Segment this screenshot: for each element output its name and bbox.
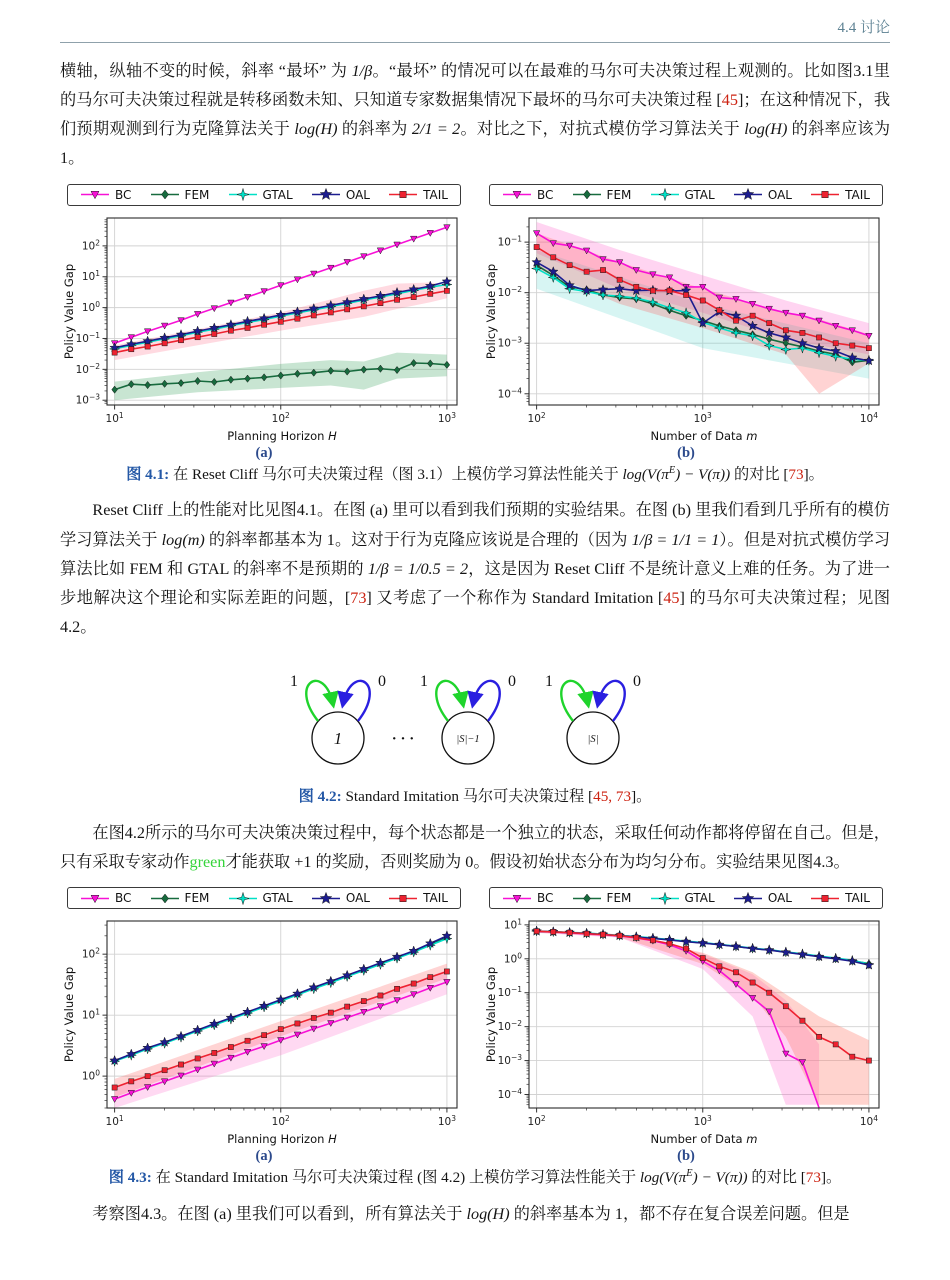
legend-sample-icon <box>502 892 532 905</box>
legend-item-fem <box>150 891 210 905</box>
marker-square <box>567 262 572 267</box>
legend-item-bc <box>80 188 131 202</box>
marker-square <box>129 1079 134 1084</box>
legend-label: TAIL <box>423 891 448 906</box>
legend-item-gtal <box>228 891 293 905</box>
segment-msup: E <box>668 464 676 476</box>
marker-square <box>667 941 672 946</box>
text-segment: 在 Standard Imitation 马尔可夫决策过程 (图 4.2) 上模仿学习算法性能关于 <box>151 1169 640 1187</box>
marker-square <box>767 320 772 325</box>
text-segment: 的对比 [ <box>730 465 789 483</box>
marker-square <box>295 1021 300 1026</box>
legend-label: BC <box>537 891 554 906</box>
segment-cap-label: 图 4.2: <box>298 788 342 806</box>
segment-cite: 73 <box>350 588 367 607</box>
legend-item-gtal <box>650 891 715 905</box>
y-tick-label: $10^1$ <box>81 1007 100 1022</box>
text-segment: 横轴，纵轴不变的时候，斜率 “最坏” 为 <box>60 62 352 80</box>
reward-label-green: 1 <box>545 673 553 691</box>
legend-label: FEM <box>606 187 632 202</box>
text-segment: 在图4.2所示的马尔可夫决策决策过程中，每个状态都是一个独立的状态，采取任何动作都将停留在自己。但是，只有采取专家动作 <box>60 824 890 872</box>
other-action-loop <box>598 681 625 721</box>
text-segment: 才能获取 +1 的奖励，否则奖励为 0。假设初始状态分布为均匀分布。实验结果见图4.3。 <box>225 853 850 872</box>
chart-4-3b <box>483 914 889 1146</box>
segment-m: ) − V(π)) <box>692 1169 748 1187</box>
y-tick-label: $10^0$ <box>81 1068 100 1083</box>
marker-square <box>600 932 605 937</box>
legend-label: OAL <box>767 187 792 202</box>
y-tick-label: $10^{-1}$ <box>75 330 100 345</box>
marker-square <box>129 346 134 351</box>
marker-square <box>178 337 183 342</box>
marker-square <box>178 1062 183 1067</box>
ellipsis: · · · <box>391 731 415 748</box>
marker-square <box>262 322 267 327</box>
marker-square <box>700 298 705 303</box>
legend-label: BC <box>115 187 132 202</box>
legend-sample-icon <box>733 892 763 905</box>
marker-star5 <box>320 189 332 200</box>
marker-square <box>700 956 705 961</box>
marker-square <box>378 300 383 305</box>
legend-label: GTAL <box>684 891 715 906</box>
marker-square <box>684 292 689 297</box>
marker-square <box>584 931 589 936</box>
marker-square <box>833 340 838 345</box>
legend-label: BC <box>115 891 132 906</box>
marker-square <box>816 1035 821 1040</box>
state-label: |S|−1 <box>456 734 480 746</box>
marker-square <box>245 325 250 330</box>
y-tick-label: $10^{-2}$ <box>497 1019 522 1034</box>
marker-square <box>278 319 283 324</box>
x-axis-label: Number of Data m <box>650 1132 758 1147</box>
x-tick-label: $10^2$ <box>271 1114 290 1129</box>
page-header <box>60 16 890 43</box>
segment-m: log(V(π <box>639 1169 687 1187</box>
legend-item-bc <box>502 891 553 905</box>
legend-item-tail <box>388 891 448 905</box>
text-segment: ]。 <box>820 1169 842 1187</box>
figure-4-3 <box>60 887 890 1190</box>
chart-legend <box>489 184 883 206</box>
marker-square <box>816 334 821 339</box>
marker-square <box>584 269 589 274</box>
marker-square <box>600 267 605 272</box>
marker-square <box>617 933 622 938</box>
y-tick-label: $10^1$ <box>503 917 522 932</box>
other-action-loop <box>343 681 370 721</box>
marker-square <box>400 895 406 901</box>
reward-label-blue: 0 <box>508 673 516 691</box>
text-segment: 的斜率为 <box>337 120 412 139</box>
mdp-diagram-wrap <box>60 652 890 784</box>
expert-action-loop <box>306 681 333 721</box>
paragraph-4 <box>60 1200 890 1229</box>
segment-msup: E <box>686 1168 693 1180</box>
legend-sample-icon <box>810 892 840 905</box>
marker-square <box>212 331 217 336</box>
legend-item-gtal <box>228 188 293 202</box>
section-header: 4.4 讨论 <box>837 20 890 36</box>
marker-square <box>717 964 722 969</box>
legend-item-tail <box>810 891 870 905</box>
marker-square <box>822 191 828 197</box>
text-segment: Reset Cliff 上的性能对比见图4.1。在图 (a) 里可以看到我们预期的实验结果。在图 (b) 里我们看到几乎所有的模仿学习算法关于 <box>60 501 890 549</box>
marker-star5 <box>742 892 754 903</box>
state-label: 1 <box>333 729 343 749</box>
marker-square <box>112 350 117 355</box>
marker-square <box>361 303 366 308</box>
segment-m: 2/1 = 2 <box>411 120 461 139</box>
text-segment: 的对比 [ <box>747 1169 806 1187</box>
y-tick-label: $10^2$ <box>81 238 100 253</box>
marker-square <box>733 318 738 323</box>
legend-label: OAL <box>345 187 370 202</box>
marker-square <box>345 1004 350 1009</box>
figure-4-1-row <box>60 184 890 462</box>
figure-4-3-caption <box>60 1167 890 1190</box>
marker-square <box>262 1033 267 1038</box>
y-tick-label: $10^{-1}$ <box>497 234 522 249</box>
x-tick-label: $10^2$ <box>527 1114 546 1129</box>
y-tick-label: $10^2$ <box>81 946 100 961</box>
marker-square <box>534 244 539 249</box>
marker-square <box>717 307 722 312</box>
chart-4-1a <box>61 211 467 443</box>
x-axis-label: Planning Horizon H <box>227 1132 337 1147</box>
marker-square <box>733 970 738 975</box>
segment-m: log(m) <box>161 530 205 549</box>
text-segment: 。对比之下，对抗式模仿学习算法关于 <box>460 120 745 139</box>
text-segment: ]。 <box>631 788 652 806</box>
legend-item-gtal <box>650 188 715 202</box>
marker-square <box>650 938 655 943</box>
legend-sample-icon <box>311 892 341 905</box>
segment-cite: 73 <box>788 465 804 483</box>
marker-square <box>145 344 150 349</box>
chart-4-1b <box>483 211 889 443</box>
segment-m: 1/β = 1/1 = 1 <box>631 530 720 549</box>
marker-square <box>551 930 556 935</box>
y-tick-label: $10^{-4}$ <box>497 1087 522 1102</box>
marker-square <box>195 1056 200 1061</box>
legend-item-oal <box>311 891 370 905</box>
marker-star5 <box>320 892 332 903</box>
marker-square <box>212 1051 217 1056</box>
marker-square <box>411 294 416 299</box>
figure-4-2-caption <box>60 786 890 809</box>
y-tick-label: $10^0$ <box>503 951 522 966</box>
marker-square <box>145 1074 150 1079</box>
marker-square <box>162 340 167 345</box>
legend-item-fem <box>572 188 632 202</box>
text-segment: ]。 <box>803 465 824 483</box>
paragraph-3 <box>60 819 890 877</box>
other-action-loop <box>473 681 500 721</box>
segment-m: ) − V(π)) <box>675 465 731 483</box>
y-tick-label: $10^0$ <box>81 299 100 314</box>
legend-label: FEM <box>606 891 632 906</box>
text-segment: ] 的马尔可夫决策过程；见图4.2。 <box>60 588 891 637</box>
mdp-diagram <box>260 652 690 784</box>
segment-cite: 45 <box>721 91 738 110</box>
legend-sample-icon <box>80 188 110 201</box>
y-tick-label: $10^{-2}$ <box>75 361 100 376</box>
marker-square <box>800 330 805 335</box>
figure-4-2 <box>60 652 890 809</box>
marker-square <box>311 312 316 317</box>
legend-sample-icon <box>228 188 258 201</box>
chart-legend <box>489 887 883 909</box>
text-segment: 的斜率基本为 1，都不存在复合误差问题。但是 <box>509 1205 850 1224</box>
expert-action-loop <box>436 681 463 721</box>
marker-square <box>783 1004 788 1009</box>
legend-item-tail <box>388 188 448 202</box>
legend-sample-icon <box>733 188 763 201</box>
y-tick-label: $10^{-2}$ <box>497 284 522 299</box>
x-tick-label: $10^3$ <box>693 1114 712 1129</box>
figure-4-1a <box>60 184 468 462</box>
y-tick-label: $10^{-4}$ <box>497 385 522 400</box>
chart-legend <box>67 184 461 206</box>
text-segment: ，这是因为 Reset Cliff 不是统计意义上难的任务。为了进一步地解决这个理论和实际差距的问题，[ <box>60 559 890 607</box>
marker-square <box>783 327 788 332</box>
y-axis-label: Policy Value Gap <box>62 263 76 359</box>
legend-sample-icon <box>388 892 418 905</box>
segment-m: log(H) <box>466 1205 510 1224</box>
marker-square <box>311 1016 316 1021</box>
legend-item-fem <box>572 891 632 905</box>
y-tick-label: $10^{-1}$ <box>497 985 522 1000</box>
marker-square <box>866 345 871 350</box>
state-label: |S| <box>587 734 599 746</box>
marker-square <box>400 191 406 197</box>
legend-item-oal <box>733 891 792 905</box>
segment-m: 1/β = 1/0.5 = 2 <box>367 559 469 578</box>
subfigure-label-b: (b) <box>677 444 695 461</box>
x-axis-label: Number of Data m <box>650 428 758 443</box>
marker-square <box>328 309 333 314</box>
marker-square <box>112 1085 117 1090</box>
legend-sample-icon <box>572 892 602 905</box>
marker-square <box>634 284 639 289</box>
segment-cite: 45, 73 <box>593 788 632 806</box>
paragraph-1 <box>60 57 890 174</box>
legend-label: TAIL <box>845 187 870 202</box>
marker-square <box>245 1038 250 1043</box>
marker-square <box>650 288 655 293</box>
marker-square <box>822 895 828 901</box>
y-tick-label: $10^{-3}$ <box>75 392 100 407</box>
subfigure-label-a: (a) <box>255 444 273 461</box>
y-axis-label: Policy Value Gap <box>62 967 76 1063</box>
reward-label-blue: 0 <box>378 673 386 691</box>
y-axis-label: Policy Value Gap <box>484 967 498 1063</box>
x-tick-label: $10^3$ <box>437 1114 456 1129</box>
marker-square <box>428 975 433 980</box>
legend-sample-icon <box>388 188 418 201</box>
marker-square <box>617 277 622 282</box>
figure-4-1 <box>60 184 890 487</box>
text-segment: Standard Imitation 马尔可夫决策过程 [ <box>341 788 594 806</box>
marker-square <box>684 946 689 951</box>
marker-square <box>567 930 572 935</box>
marker-square <box>394 297 399 302</box>
legend-sample-icon <box>150 892 180 905</box>
segment-cap-label: 图 4.3: <box>108 1169 152 1187</box>
marker-square <box>428 291 433 296</box>
legend-label: TAIL <box>845 891 870 906</box>
marker-diamond <box>583 894 590 903</box>
legend-label: TAIL <box>423 187 448 202</box>
marker-square <box>750 980 755 985</box>
x-tick-label: $10^2$ <box>527 410 546 425</box>
legend-sample-icon <box>228 892 258 905</box>
figure-4-3b <box>482 887 890 1165</box>
legend-sample-icon <box>502 188 532 201</box>
legend-sample-icon <box>650 188 680 201</box>
marker-square <box>328 1010 333 1015</box>
marker-square <box>361 999 366 1004</box>
segment-cap-label: 图 4.1: <box>126 465 170 483</box>
text-segment: ] 又考虑了一个称作为 Standard Imitation [ <box>366 588 664 607</box>
marker-square <box>378 993 383 998</box>
text-segment: 的斜率都基本为 1。这对于行为克隆应该说是合理的（因为 <box>204 530 632 549</box>
legend-label: OAL <box>767 891 792 906</box>
figure-4-1b <box>482 184 890 462</box>
text-segment: 。“最坏” 的情况可以在最难的马尔可夫决策过程上观测的。比如图3.1里的马尔可夫决策过程就是转移函数未知、只知道专家数据集情况下最坏的马尔可夫决策过程 [ <box>60 62 890 110</box>
subfigure-label-b: (b) <box>677 1148 695 1165</box>
figure-4-3a <box>60 887 468 1165</box>
marker-star4 <box>236 189 248 201</box>
segment-m: log(V(π <box>622 465 669 483</box>
chart-legend <box>67 887 461 909</box>
figure-4-3-row <box>60 887 890 1165</box>
legend-sample-icon <box>80 892 110 905</box>
marker-diamond <box>583 190 590 199</box>
legend-label: OAL <box>345 891 370 906</box>
reward-label-blue: 0 <box>633 673 641 691</box>
marker-square <box>228 328 233 333</box>
x-tick-label: $10^3$ <box>437 410 456 425</box>
marker-star5 <box>742 189 754 200</box>
segment-m: log(H) <box>744 120 788 139</box>
marker-star4 <box>658 189 670 201</box>
marker-square <box>394 987 399 992</box>
y-tick-label: $10^{-3}$ <box>497 335 522 350</box>
reward-label-green: 1 <box>420 673 428 691</box>
reward-label-green: 1 <box>290 673 298 691</box>
marker-square <box>866 1058 871 1063</box>
text-segment: ]；在这种情况下，我们预期观测到行为克隆算法关于 <box>60 91 891 139</box>
marker-square <box>444 969 449 974</box>
x-tick-label: $10^1$ <box>105 410 124 425</box>
legend-item-tail <box>810 188 870 202</box>
x-tick-label: $10^3$ <box>693 410 712 425</box>
x-axis-label: Planning Horizon H <box>227 428 337 443</box>
segment-grn: green <box>189 853 226 872</box>
marker-square <box>162 1068 167 1073</box>
legend-item-bc <box>502 188 553 202</box>
legend-label: FEM <box>184 891 210 906</box>
marker-square <box>295 316 300 321</box>
marker-square <box>800 1018 805 1023</box>
marker-square <box>833 1042 838 1047</box>
legend-label: BC <box>537 187 554 202</box>
legend-item-oal <box>733 188 792 202</box>
legend-sample-icon <box>810 188 840 201</box>
segment-m: 1/β <box>351 62 373 80</box>
marker-star4 <box>236 892 248 904</box>
marker-square <box>534 929 539 934</box>
segment-cite: 45 <box>663 588 680 607</box>
marker-square <box>750 313 755 318</box>
marker-square <box>767 990 772 995</box>
y-axis-label: Policy Value Gap <box>484 263 498 359</box>
x-tick-label: $10^4$ <box>859 1114 878 1129</box>
marker-square <box>634 935 639 940</box>
paragraph-2 <box>60 496 890 642</box>
x-tick-label: $10^1$ <box>105 1114 124 1129</box>
legend-label: GTAL <box>262 891 293 906</box>
chart-4-3a <box>61 914 467 1146</box>
marker-square <box>195 334 200 339</box>
marker-square <box>850 1054 855 1059</box>
x-tick-label: $10^2$ <box>271 410 290 425</box>
legend-sample-icon <box>650 892 680 905</box>
legend-item-oal <box>311 188 370 202</box>
legend-sample-icon <box>311 188 341 201</box>
marker-square <box>444 288 449 293</box>
marker-square <box>228 1045 233 1050</box>
marker-square <box>667 288 672 293</box>
expert-action-loop <box>561 681 588 721</box>
legend-label: GTAL <box>684 187 715 202</box>
marker-diamond <box>161 894 168 903</box>
legend-sample-icon <box>572 188 602 201</box>
text-segment: ）。但是对抗式模仿学习算法比如 FEM 和 GTAL 的斜率不是预期的 <box>60 530 891 578</box>
y-tick-label: $10^1$ <box>81 268 100 283</box>
legend-label: GTAL <box>262 187 293 202</box>
legend-item-bc <box>80 891 131 905</box>
marker-square <box>551 254 556 259</box>
segment-cite: 73 <box>805 1169 821 1187</box>
segment-m: log(H) <box>294 120 338 139</box>
marker-star4 <box>658 892 670 904</box>
legend-item-fem <box>150 188 210 202</box>
marker-square <box>345 306 350 311</box>
text-segment: 的斜率应该为 1。 <box>60 120 891 168</box>
marker-square <box>850 343 855 348</box>
y-tick-label: $10^{-3}$ <box>497 1053 522 1068</box>
legend-sample-icon <box>150 188 180 201</box>
marker-square <box>278 1027 283 1032</box>
text-segment: 在 Reset Cliff 马尔可夫决策过程（图 3.1）上模仿学习算法性能关于 <box>169 465 623 483</box>
text-segment: 考察图4.3。在图 (a) 里我们可以看到，所有算法关于 <box>92 1205 467 1224</box>
x-tick-label: $10^4$ <box>859 410 878 425</box>
legend-label: FEM <box>184 187 210 202</box>
subfigure-label-a: (a) <box>255 1148 273 1165</box>
marker-square <box>411 981 416 986</box>
figure-4-1-caption <box>60 464 890 487</box>
marker-diamond <box>161 190 168 199</box>
